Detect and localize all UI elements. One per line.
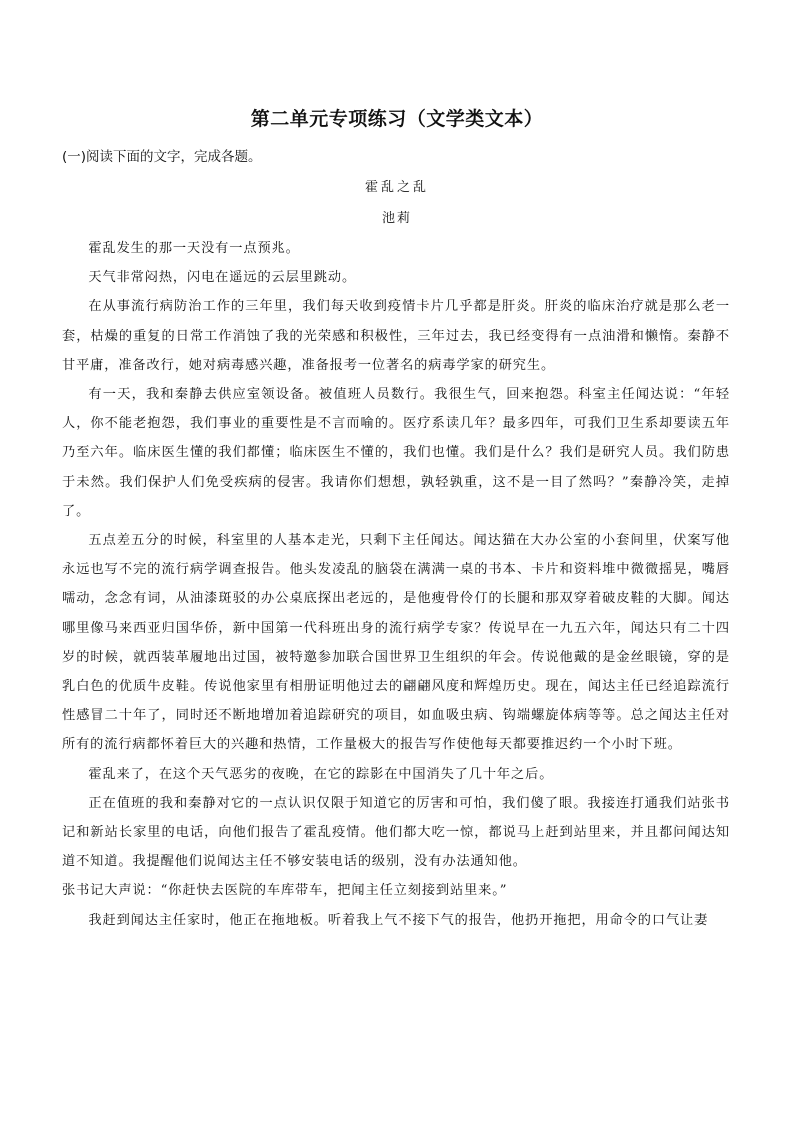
paragraph: 霍乱发生的那一天没有一点预兆。 xyxy=(88,241,300,256)
paragraph: 我赶到闻达主任家时，他正在拖地板。听着我上气不接下气的报告，他扔开拖把，用命令的口气让妻 xyxy=(88,912,709,928)
story-author: 池莉 xyxy=(381,211,412,226)
paragraph: 五点差五分的时候，科室里的人基本走光，只剩下主任闻达。闻达猫在大办公室的小套间里，伏案写他永远也写不完的流行病学调查报告。他头发凌乱的脑袋在满满一桌的书本、卡片和资料堆中微微摇晃，嘴唇嚅动，念念有词，从油漆斑驳的办公桌底探出老远的，是他瘦骨伶仃的长腿和那双穿着破皮鞋的大脚。闻达哪里像马来西亚归国华侨，新中国第一代科班出身的流行病学专家？传说早在一九五六年，闻达只有二十四岁的时候，就西装革履地出过国，被特邀参加联合国世界卫生组织的年会。传说他戴的是金丝眼镜，穿的是乳白色的优质牛皮鞋。传说他家里有相册证明他过去的翩翩风度和辉煌历史。现在，闻达主任已经追踪流行性感冒二十年了，同时还不断地增加着追踪研究的项目，如血吸虫病、钩端螺旋体病等等。总之闻达主任对所有的流行病都怀着巨大的兴趣和热情，工作量极大的报告写作使他每天都要推迟约一个小时下班。 xyxy=(62,533,730,753)
question-instruction: (一)阅读下面的文字，完成各题。 xyxy=(62,149,262,165)
page-title: 第二单元专项练习（文学类文本） xyxy=(250,108,544,130)
story-title: 霍乱之乱 xyxy=(364,180,429,195)
paragraph: 在从事流行病防治工作的三年里，我们每天收到疫情卡片几乎都是肝炎。肝炎的临床治疗就是那么老一套，枯燥的重复的日常工作消蚀了我的光荣感和积极性，三年过去，我已经变得有一点油滑和懒惰。秦静不甘平庸，准备改行，她对病毒感兴趣，准备报考一位著名的病毒学家的研究生。 xyxy=(62,299,730,373)
paragraph: 正在值班的我和秦静对它的一点认识仅限于知道它的厉害和可怕，我们傻了眼。我接连打通我们站张书记和新站长家里的电话，向他们报告了霍乱疫情。他们都大吃一惊，都说马上赶到站里来，并且都问闻达知道不知道。我提醒他们说闻达主任不够安装电话的级别，没有办法通知他。 xyxy=(62,795,730,870)
paragraph: 霍乱来了，在这个天气恶劣的夜晚，在它的踪影在中国消失了几十年之后。 xyxy=(88,766,554,782)
paragraph: 张书记大声说：“你赶快去医院的车库带车，把闻主任立刻接到站里来。” xyxy=(62,883,508,899)
paragraph: 天气非常闷热，闪电在遥远的云层里跳动。 xyxy=(88,270,357,286)
story-body xyxy=(62,234,730,935)
paragraph: 有一天，我和秦静去供应室领设备。被值班人员数行。我很生气，回来抱怨。科室主任闻达说：“年轻人，你不能老抱怨，我们事业的重要性是不言而喻的。医疗系读几年？最多四年，可我们卫生系却要读五年乃至六年。临床医生懂的我们都懂；临床医生不懂的，我们也懂。我们是什么？我们是研究人员。我们防患于未然。我们保护人们免受疾病的侵害。我请你们想想，孰轻孰重，这不是一目了然吗？”秦静冷笑，走掉了。 xyxy=(62,387,730,519)
